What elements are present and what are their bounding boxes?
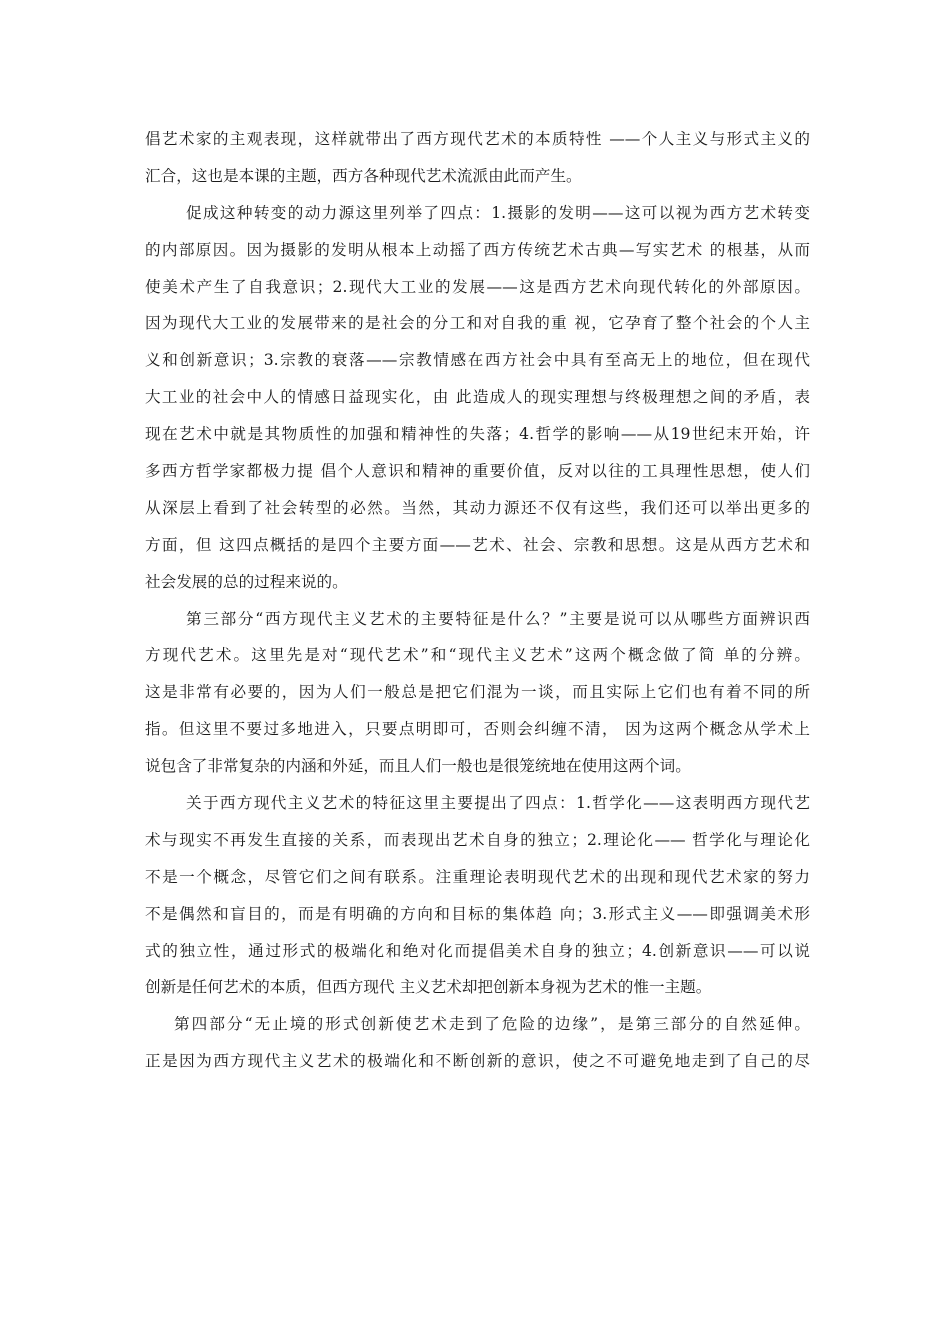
text-line: 大工业的社会中人的情感日益现实化，由 此造成人的现实理想与终极理想之间的矛盾，表 (145, 388, 810, 407)
document-body (145, 121, 810, 1080)
text-line: 不是偶然和盲目的，而是有明确的方向和目标的集体趋 向；3.形式主义——即强调美术形 (145, 904, 810, 923)
text-line: 方现代艺术。这里先是对“现代艺术”和“现代主义艺术”这两个概念做了简 单的分辨。 (145, 646, 810, 665)
text-line: 的内部原因。因为摄影的发明从根本上动摇了西方传统艺术古典—写实艺术 的根基，从而 (145, 240, 810, 259)
text-line: 第三部分“西方现代主义艺术的主要特征是什么？”主要是说可以从哪些方面辨识西 (186, 609, 810, 628)
paragraph-5 (145, 1006, 810, 1080)
text-line: 因为现代大工业的发展带来的是社会的分工和对自我的重 视，它孕育了整个社会的个人主 (145, 314, 810, 333)
text-line: 社会发展的总的过程来说的。 (145, 572, 348, 591)
text-line: 汇合，这也是本课的主题，西方各种现代艺术流派由此而产生。 (145, 166, 582, 185)
text-line: 这是非常有必要的，因为人们一般总是把它们混为一谈，而且实际上它们也有着不同的所 (145, 683, 810, 702)
paragraph-2 (145, 195, 810, 601)
text-line: 第四部分“无止境的形式创新使艺术走到了危险的边缘”，是第三部分的自然延伸。 (174, 1015, 810, 1034)
text-line: 方面，但 这四点概括的是四个主要方面——艺术、社会、宗教和思想。这是从西方艺术和 (145, 535, 810, 554)
text-line: 多西方哲学家都极力提 倡个人意识和精神的重要价值，反对以往的工具理性思想，使人们 (145, 462, 810, 481)
text-line: 式的独立性，通过形式的极端化和绝对化而提倡美术自身的独立；4.创新意识——可以说 (145, 941, 810, 960)
text-line: 现在艺术中就是其物质性的加强和精神性的失落；4.哲学的影响——从19世纪末开始，许 (145, 425, 810, 444)
paragraph-3 (145, 601, 810, 785)
text-line: 不是一个概念，尽管它们之间有联系。注重理论表明现代艺术的出现和现代艺术家的努力 (145, 867, 810, 886)
text-line: 倡艺术家的主观表现，这样就带出了西方现代艺术的本质特性 ——个人主义与形式主义的 (145, 130, 810, 148)
paragraph-1 (145, 121, 810, 195)
text-line: 关于西方现代主义艺术的特征这里主要提出了四点：1.哲学化——这表明西方现代艺 (186, 794, 810, 813)
text-line: 正是因为西方现代主义艺术的极端化和不断创新的意识，使之不可避免地走到了自己的尽 (145, 1052, 810, 1071)
text-line: 指。但这里不要过多地进入，只要点明即可，否则会纠缠不清， 因为这两个概念从学术上 (145, 720, 810, 739)
text-line: 使美术产生了自我意识；2.现代大工业的发展——这是西方艺术向现代转化的外部原因。 (145, 277, 810, 296)
text-line: 创新是任何艺术的本质，但西方现代 主义艺术却把创新本身视为艺术的惟一主题。 (145, 978, 712, 997)
paragraph-4 (145, 785, 810, 1006)
text-line: 从深层上看到了社会转型的必然。当然，其动力源还不仅有这些，我们还可以举出更多的 (145, 498, 810, 517)
text-line: 义和创新意识；3.宗教的衰落——宗教情感在西方社会中具有至高无上的地位，但在现代 (145, 351, 810, 370)
text-line: 术与现实不再发生直接的关系，而表现出艺术自身的独立；2.理论化—— 哲学化与理论化 (145, 830, 810, 849)
text-line: 促成这种转变的动力源这里列举了四点：1.摄影的发明——这可以视为西方艺术转变 (186, 203, 810, 222)
text-line: 说包含了非常复杂的内涵和外延，而且人们一般也是很笼统地在使用这两个词。 (145, 757, 691, 776)
